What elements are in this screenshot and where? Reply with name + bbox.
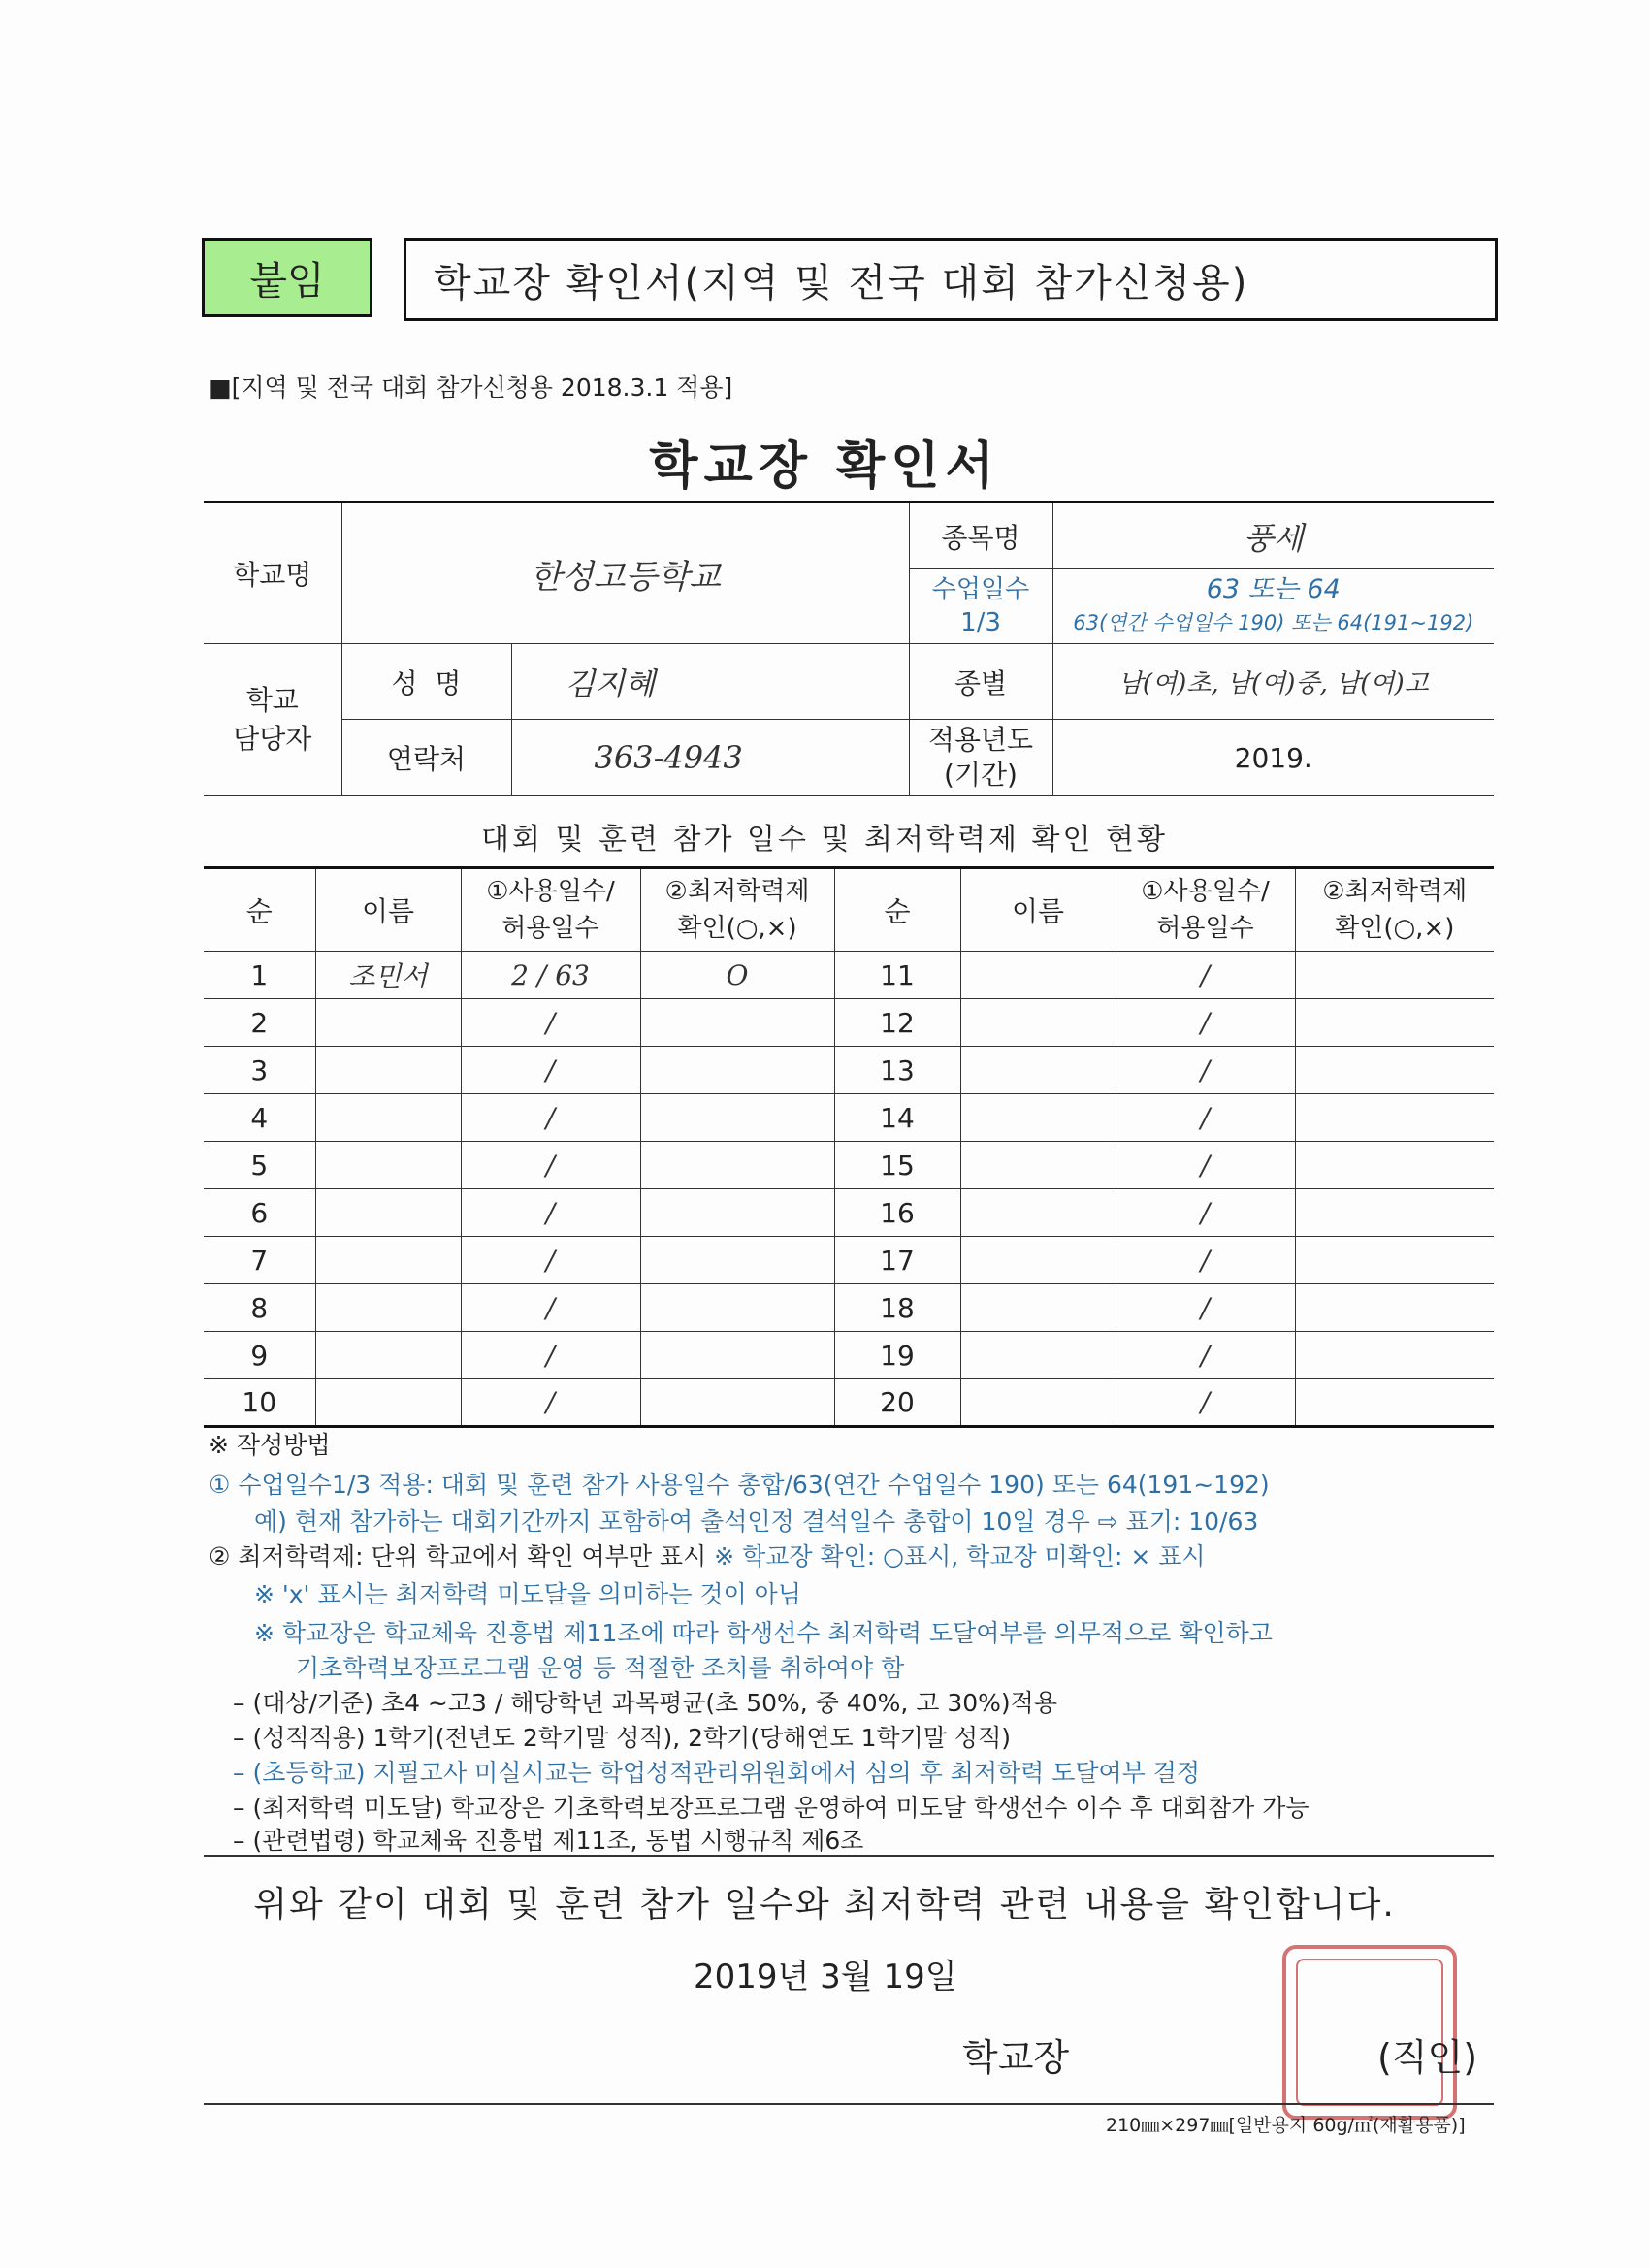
row-no-2: 17 <box>834 1237 960 1284</box>
method-line-7: – (대상/기준) 초4 ~고3 / 해당학년 과목평균(초 50%, 중 40%, 고 30%)적용 <box>233 1689 1057 1717</box>
row-name <box>315 1379 461 1427</box>
row-no-2: 18 <box>834 1284 960 1332</box>
row-name <box>315 1142 461 1189</box>
row-name-2 <box>960 1142 1116 1189</box>
row-name-2 <box>960 1189 1116 1237</box>
row-check-2 <box>1295 1284 1494 1332</box>
contact-group-label <box>204 644 341 796</box>
row-name-2 <box>960 1332 1116 1379</box>
method-line-3a: ② 최저학력제: 단위 학교에서 확인 여부만 표시 <box>209 1542 715 1571</box>
method-line-4: ※ 'x' 표시는 최저학력 미도달을 의미하는 것이 아님 <box>254 1580 801 1608</box>
row-no: 10 <box>204 1379 315 1427</box>
row-days-2: / <box>1116 1332 1295 1379</box>
confirmation-text: 위와 같이 대회 및 훈련 참가 일수와 최저학력 관련 내용을 확인합니다. <box>253 1885 1396 1925</box>
method-line-3 <box>209 1538 1206 1572</box>
row-name <box>315 1237 461 1284</box>
row-days: / <box>461 1189 640 1237</box>
table-row <box>204 1284 1494 1332</box>
class-days-label-2: 1/3 <box>960 608 1001 637</box>
row-no-2: 16 <box>834 1189 960 1237</box>
method-line-10: – (최저학력 미도달) 학교장은 기초학력보장프로그램 운영하여 미도달 학생선수 이수 후 대회참가 가능 <box>233 1794 1310 1822</box>
year-label-1: 적용년도 <box>927 724 1034 756</box>
row-check-2 <box>1295 1332 1494 1379</box>
row-check <box>640 1189 834 1237</box>
row-no-2: 15 <box>834 1142 960 1189</box>
table-row <box>204 1332 1494 1379</box>
class-days-value <box>1052 569 1494 644</box>
section-title: 대회 및 훈련 참가 일수 및 최저학력제 확인 현황 <box>481 823 1168 857</box>
contact-group-label-1: 학교 <box>245 684 299 716</box>
class-days-value-2: 63(연간 수업일수 190) 또는 64(191~192) <box>1073 611 1474 634</box>
row-name-2 <box>960 1284 1116 1332</box>
roster-table <box>204 866 1494 1428</box>
table-row <box>204 1379 1494 1427</box>
row-no: 8 <box>204 1284 315 1332</box>
year-value: 2019. <box>1052 720 1494 796</box>
method-line-9: – (초등학교) 지필고사 미실시교는 학업성적관리위원회에서 심의 후 최저학력 도달여부 결정 <box>233 1759 1201 1787</box>
row-check <box>640 1379 834 1427</box>
header-days-col2-2: 허용일수 <box>1156 914 1254 943</box>
row-days-2: / <box>1116 1047 1295 1094</box>
row-days-2: / <box>1116 999 1295 1047</box>
row-days-2: / <box>1116 952 1295 999</box>
method-line-6: 기초학력보장프로그램 운영 등 적절한 조치를 취하여야 함 <box>296 1654 905 1682</box>
table-row <box>204 952 1494 999</box>
row-check <box>640 1284 834 1332</box>
row-name-2 <box>960 952 1116 999</box>
footer-divider <box>204 2103 1494 2105</box>
row-name <box>315 1047 461 1094</box>
row-days: / <box>461 1094 640 1142</box>
contact-group-label-2: 담당자 <box>233 723 312 755</box>
header-check-col2-2: 확인(○,×) <box>1335 914 1455 943</box>
row-no-2: 12 <box>834 999 960 1047</box>
row-days: / <box>461 1142 640 1189</box>
name-label: 성 명 <box>341 644 511 720</box>
sport-value: 풍세 <box>1052 502 1494 569</box>
phone-label: 연락처 <box>341 720 511 796</box>
type-label: 종별 <box>909 644 1052 720</box>
header-check-2: 확인(○,×) <box>677 914 797 943</box>
row-name <box>315 999 461 1047</box>
row-check-2 <box>1295 1094 1494 1142</box>
row-check-2 <box>1295 1237 1494 1284</box>
row-days: 2 / 63 <box>461 952 640 999</box>
type-value: 남(여)초, 남(여)중, 남(여)고 <box>1052 644 1494 720</box>
row-days: / <box>461 999 640 1047</box>
row-name-2 <box>960 1047 1116 1094</box>
school-value: 한성고등학교 <box>341 502 909 644</box>
row-check-2 <box>1295 999 1494 1047</box>
sport-label: 종목명 <box>909 502 1052 569</box>
row-no: 6 <box>204 1189 315 1237</box>
row-no: 1 <box>204 952 315 999</box>
phone-value: 363-4943 <box>511 720 909 796</box>
row-days: / <box>461 1237 640 1284</box>
row-check <box>640 1047 834 1094</box>
class-days-label-1: 수업일수 <box>931 575 1030 604</box>
row-name-2 <box>960 1094 1116 1142</box>
row-check <box>640 1094 834 1142</box>
header-days-col2 <box>1116 868 1295 952</box>
school-label: 학교명 <box>204 502 341 644</box>
row-name <box>315 1284 461 1332</box>
row-days: / <box>461 1332 640 1379</box>
method-heading: ※ 작성방법 <box>209 1431 331 1459</box>
header-name: 이름 <box>315 868 461 952</box>
method-line-5: ※ 학교장은 학교체육 진흥법 제11조에 따라 학생선수 최저학력 도달여부를 의무적으로 확인하고 <box>254 1619 1273 1647</box>
row-check-2 <box>1295 952 1494 999</box>
row-check-2 <box>1295 1379 1494 1427</box>
row-check <box>640 999 834 1047</box>
row-no-2: 19 <box>834 1332 960 1379</box>
row-days-2: / <box>1116 1237 1295 1284</box>
header-no-2: 순 <box>834 868 960 952</box>
header-check-col2 <box>1295 868 1494 952</box>
header-check-col2-1: ②최저학력제 <box>1322 877 1468 906</box>
row-no-2: 20 <box>834 1379 960 1427</box>
row-no: 2 <box>204 999 315 1047</box>
method-line-2: 예) 현재 참가하는 대회기간까지 포함하여 출석인정 결석일수 총합이 10일 경우 ⇨ 표기: 10/63 <box>254 1507 1259 1536</box>
class-days-value-1: 63 또는 64 <box>1206 574 1341 604</box>
row-no-2: 14 <box>834 1094 960 1142</box>
row-no: 7 <box>204 1237 315 1284</box>
row-check <box>640 1142 834 1189</box>
row-no-2: 11 <box>834 952 960 999</box>
method-line-8: – (성적적용) 1학기(전년도 2학기말 성적), 2학기(당해연도 1학기말 성적) <box>233 1724 1011 1752</box>
table-row <box>204 1094 1494 1142</box>
form-title: 학교장 확인서 <box>649 437 1000 496</box>
row-no: 9 <box>204 1332 315 1379</box>
row-name: 조민서 <box>315 952 461 999</box>
row-days-2: / <box>1116 1142 1295 1189</box>
row-days-2: / <box>1116 1094 1295 1142</box>
table-row <box>204 1142 1494 1189</box>
attachment-badge: 붙임 <box>202 238 372 317</box>
row-check-2 <box>1295 1142 1494 1189</box>
header-no: 순 <box>204 868 315 952</box>
row-days-2: / <box>1116 1284 1295 1332</box>
method-line-11: – (관련법령) 학교체육 진흥법 제11조, 동법 시행규칙 제6조 <box>233 1827 864 1855</box>
row-name <box>315 1094 461 1142</box>
name-value: 김지혜 <box>511 644 909 720</box>
date: 2019년 3월 19일 <box>694 1958 957 1996</box>
table-row <box>204 1189 1494 1237</box>
form-note: ■[지역 및 전국 대회 참가신청용 2018.3.1 적용] <box>209 373 733 402</box>
header-days-col2-1: ①사용일수/ <box>1141 877 1270 906</box>
year-label <box>909 720 1052 796</box>
class-days-label <box>909 569 1052 644</box>
table-row <box>204 1047 1494 1094</box>
method-line-1: ① 수업일수1/3 적용: 대회 및 훈련 참가 사용일수 총합/63(연간 수업일수 190) 또는 64(191~192) <box>209 1471 1270 1499</box>
header-days <box>461 868 640 952</box>
row-days-2: / <box>1116 1189 1295 1237</box>
row-name <box>315 1189 461 1237</box>
header-name-2: 이름 <box>960 868 1116 952</box>
row-no-2: 13 <box>834 1047 960 1094</box>
row-check <box>640 1332 834 1379</box>
paper-spec: 210㎜×297㎜[일반용지 60g/㎡(재활용품)] <box>1106 2115 1466 2136</box>
row-days: / <box>461 1284 640 1332</box>
header-check-1: ②최저학력제 <box>664 877 810 906</box>
row-days-2: / <box>1116 1379 1295 1427</box>
row-name <box>315 1332 461 1379</box>
seal-label: (직인) <box>1377 2036 1478 2079</box>
row-check-2 <box>1295 1047 1494 1094</box>
header-check <box>640 868 834 952</box>
row-name-2 <box>960 1379 1116 1427</box>
row-check-2 <box>1295 1189 1494 1237</box>
method-line-3b: ※ 학교장 확인: ○표시, 학교장 미확인: × 표시 <box>714 1542 1206 1571</box>
row-no: 4 <box>204 1094 315 1142</box>
row-no: 5 <box>204 1142 315 1189</box>
row-check: O <box>640 952 834 999</box>
method-divider <box>204 1855 1494 1857</box>
year-label-2: (기간) <box>944 759 1018 791</box>
row-check <box>640 1237 834 1284</box>
row-no: 3 <box>204 1047 315 1094</box>
row-days: / <box>461 1047 640 1094</box>
principal-label: 학교장 <box>962 2036 1070 2079</box>
header-title: 학교장 확인서(지역 및 전국 대회 참가신청용) <box>404 238 1498 321</box>
row-days: / <box>461 1379 640 1427</box>
header-days-1: ①사용일수/ <box>486 877 615 906</box>
row-name-2 <box>960 1237 1116 1284</box>
header-days-2: 허용일수 <box>501 914 599 943</box>
row-name-2 <box>960 999 1116 1047</box>
table-row <box>204 999 1494 1047</box>
info-table <box>204 501 1494 796</box>
table-row <box>204 1237 1494 1284</box>
